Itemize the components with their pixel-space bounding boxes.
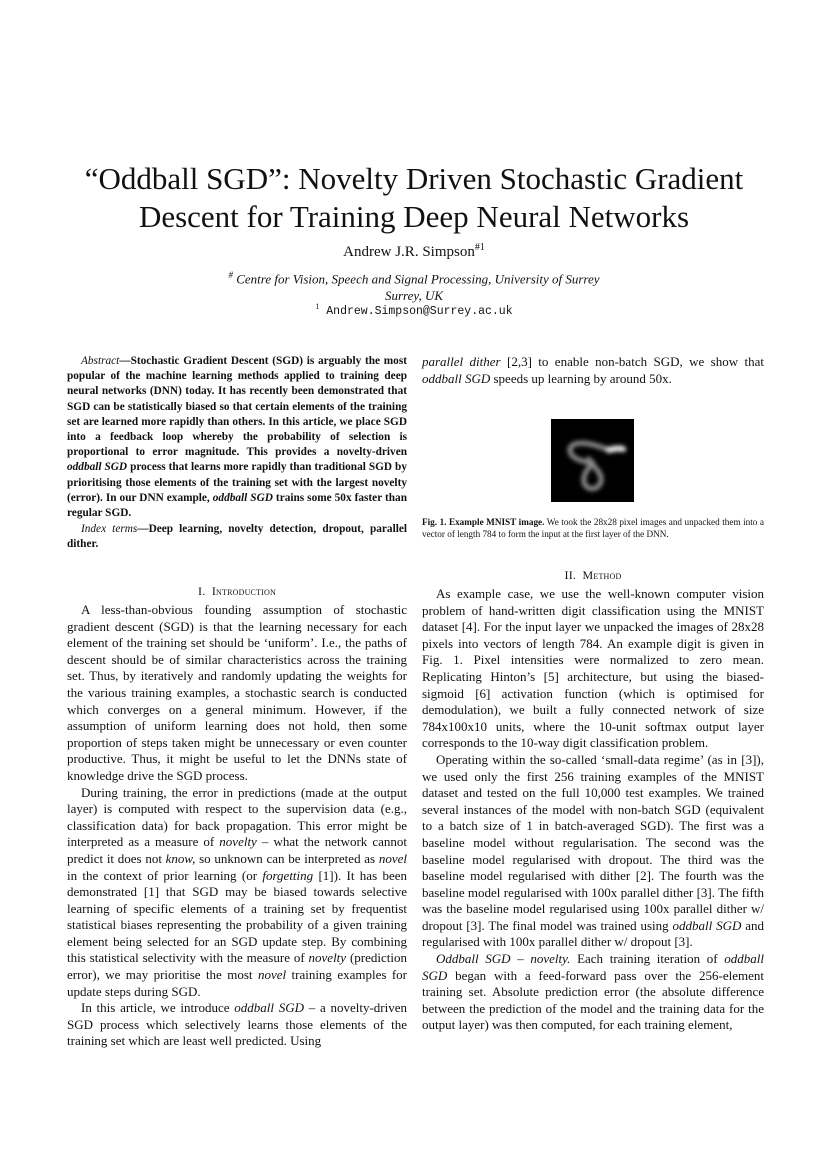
method-p2-em: oddball SGD: [672, 917, 742, 933]
author-text: Andrew J.R. Simpson: [343, 244, 475, 260]
abstract-text-3: trains some 50x faster than regular SGD.: [67, 491, 407, 520]
method-p3-em-2: oddball SGD: [422, 951, 764, 983]
mnist-digit-image: [551, 419, 634, 502]
abstract-label: Abstract: [81, 355, 120, 367]
email-superscript: 1: [315, 302, 320, 311]
index-terms-dash: —: [137, 523, 149, 535]
intro-p2-text-b: – what the network cannot predict it does not: [67, 834, 407, 866]
intro-p2-em-1: novelty: [219, 834, 257, 850]
intro-p2-text-e: [1]). It has been demonstrated [1] that SGD may be biased towards selective learning of specific elements of a training set by frequentist statistical biases representing the probability of a given training element being selected for an SGD update step. By combining this statistical selectivity with the measure of: [67, 867, 407, 966]
intro-p2-text-g: training examples for update steps during SGD.: [67, 967, 408, 999]
affiliation: [0, 267, 828, 304]
intro-p2-text-c: so unknown can be interpreted as: [195, 850, 379, 866]
method-body: [422, 586, 764, 1034]
affiliation-line-2: Surrey, UK: [384, 288, 444, 304]
intro-paragraph-3: [67, 1000, 407, 1050]
method-p3-text-b: began with a feed-forward pass over the 256-element training set. Absolute prediction error (the absolute difference between the prediction of the model and the training data for the output layer) was then computed, for each training element,: [422, 967, 764, 1033]
intro-p3-text-a: In this article, we introduce: [81, 1000, 235, 1016]
section-1-number: I.: [198, 584, 206, 598]
right-column-intro-continuation: [422, 354, 764, 387]
intro-p2-text-a: During training, the error in predictions (made at the output layer) is computed with respect to the supervision data (e.g., classification data) for back propagation. This error might be interpreted as a measure of: [67, 784, 407, 850]
introduction-body: [67, 602, 407, 1050]
figure-1-label: Fig. 1. Example MNIST image.: [422, 517, 545, 527]
abstract-text-1: Stochastic Gradient Descent (SGD) is arguably the most popular of the machine learning methods applied to training deep neural networks (DNN) today. It has recently been demonstrated that SGD can be statistically biased so that certain elements of the training set are learned more rapidly than others. In this article, we place SGD into a feedback loop whereby the probability of selection is proportional to error magnitude. This provides a novelty-driven: [67, 355, 407, 459]
mnist-digit-figure: [551, 419, 634, 502]
author-superscript: #1: [474, 242, 485, 253]
section-heading-method: [422, 568, 764, 583]
intro-cont-text-a: [2,3] to enable non-batch SGD, we show that: [500, 354, 764, 369]
abstract: [67, 354, 407, 521]
abstract-emphasis-2: oddball SGD: [212, 491, 273, 504]
intro-cont-text-b: speeds up learning by around 50x.: [490, 370, 672, 386]
abstract-dash: —: [119, 355, 131, 367]
figure-1-text: We took the 28x28 pixel images and unpacked them into a vector of length 784 to form the input at the first layer of the DNN.: [422, 517, 764, 539]
intro-p2-em-5: novelty: [308, 950, 347, 966]
intro-cont-em-1: parallel dither: [422, 354, 501, 369]
intro-p2-em-2: know,: [165, 850, 196, 866]
section-1-title: Introduction: [211, 584, 276, 598]
paper-title: [40, 160, 788, 236]
method-p3-text-a: Each training iteration of: [570, 951, 725, 967]
affiliation-superscript: #: [228, 270, 233, 280]
intro-p2-em-4: forgetting: [262, 867, 314, 883]
title-line-1: “Oddball SGD”: Novelty Driven Stochastic Gradient: [84, 161, 744, 196]
method-p2-text-a: Operating within the so-called ‘small-data regime’ (as in [3]), we used only the first 256 training examples of the MNIST dataset and tested on the full 10,000 test examples. We trained several instances of the model with non-batch SGD (equivalent to a batch size of 1 in batch-averaged SGD). The first was a baseline model without regularisation. The second was the baseline model regularised with dropout. The third was the baseline model regularised with dither [2]. The fourth was the baseline model regularised with 100x parallel dither [3]. The fifth was the baseline model regularised using 100x parallel dither w/ dropout [3]. The final model was trained using: [422, 751, 764, 933]
method-paragraph-3: [422, 951, 764, 1034]
abstract-text-2: process that learns more rapidly than traditional SGD by prioritising those elements of the training set with the largest novelty (error). In our DNN example,: [67, 461, 407, 504]
abstract-emphasis-1: oddball SGD: [67, 461, 128, 474]
method-paragraph-1: As example case, we use the well-known computer vision problem of hand-written digit classification using the MNIST dataset [4]. For the input layer we unpacked the images of 28x28 pixels into vectors of length 784. An example digit is given in Fig. 1. Pixel intensities were normalized to zero mean. Replicating Hinton’s [5] architecture, but using the biased-sigmoid [6] activation function (which is optimised for demodulation), we built a fully connected network of size 784x100x10 units, where the 10-unit softmax output layer corresponds to the 10-way digit classification problem.: [422, 586, 764, 751]
intro-continuation-paragraph: [422, 354, 764, 387]
title-line-2: Descent for Training Deep Neural Networks: [138, 199, 690, 234]
index-terms: [67, 522, 407, 552]
index-terms-text: Deep learning, novelty detection, dropout, parallel dither.: [67, 523, 407, 551]
intro-paragraph-2: [67, 785, 407, 1001]
intro-paragraph-1: A less-than-obvious founding assumption of stochastic gradient descent (SGD) is that the learning necessary for each element of the training set should be ‘uniform’. I.e., the paths of descent should be of similar characteristics across the training set. Thus, by iteratively and randomly updating the weights for the various training examples, a stochastic search is conducted which converges on a general minimum. However, if the assumption of uniform learning does not hold, then some proportion of steps taken might be unnecessary or even counter productive. Thus, it might be useful to let the DNNs state of knowledge drive the SGD process.: [67, 602, 407, 783]
intro-cont-em-2: oddball SGD: [422, 370, 491, 386]
intro-p3-em-1: oddball SGD: [234, 1000, 304, 1016]
affiliation-line-1: Centre for Vision, Speech and Signal Processing, University of Surrey: [236, 271, 600, 287]
intro-p2-em-6: novel: [257, 967, 287, 983]
index-terms-label: Index terms: [81, 523, 138, 535]
author-name: [0, 242, 828, 261]
intro-p3-text-b: – a novelty-driven SGD process which selectively learns those elements of the training set which are least well predicted. Using: [67, 1000, 408, 1049]
section-2-title: Method: [582, 568, 622, 582]
section-heading-introduction: [67, 584, 407, 599]
email-text: Andrew.Simpson@Surrey.ac.uk: [326, 304, 513, 318]
intro-p2-text-f: (prediction error), we may prioritise the most: [67, 950, 407, 983]
figure-1-caption: [422, 516, 764, 540]
intro-p2-em-3: novel: [378, 850, 407, 866]
intro-p2-text-d: in the context of prior learning (or: [67, 867, 263, 883]
method-paragraph-2: [422, 752, 764, 951]
author-email: [0, 302, 828, 318]
section-2-number: II.: [564, 568, 577, 582]
method-p3-em-1: Oddball SGD – novelty.: [436, 951, 571, 967]
method-p2-text-b: and regularised with 100x parallel dither w/ dropout [3].: [422, 917, 764, 950]
